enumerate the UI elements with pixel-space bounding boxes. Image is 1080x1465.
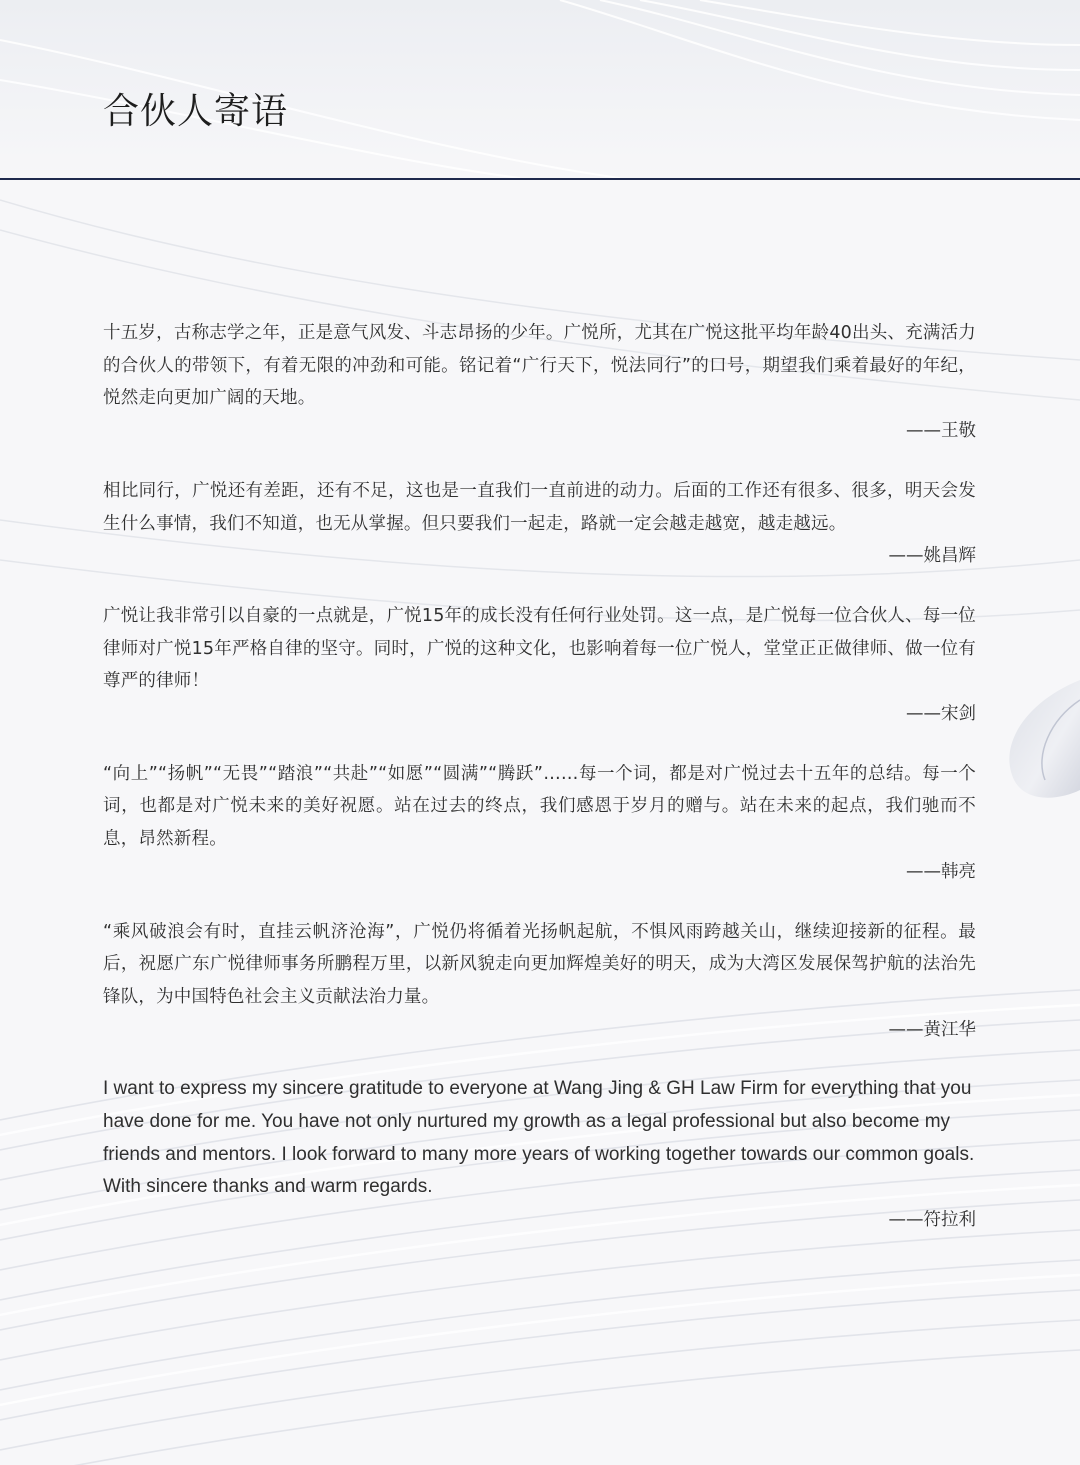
message-text: 广悦让我非常引以自豪的一点就是，广悦15年的成长没有任何行业处罚。这一点，是广悦每一位合伙人、每一位律师对广悦15年严格自律的坚守。同时，广悦的这种文化，也影响着每一位广悦人，堂堂正正做律师、做一位有尊严的律师！ — [103, 605, 976, 692]
title-divider — [0, 178, 1080, 180]
message-item — [103, 317, 976, 448]
message-item — [103, 758, 976, 889]
message-item — [103, 916, 976, 1047]
page-title: 合伙人寄语 — [103, 91, 289, 132]
message-text: 相比同行，广悦还有差距，还有不足，这也是一直我们一直前进的动力。后面的工作还有很多、很多，明天会发生什么事情，我们不知道，也无从掌握。但只要我们一起走，路就一定会越走越宽，越走越远。 — [103, 480, 976, 534]
message-signature: ——韩亮 — [906, 861, 976, 882]
message-item — [103, 600, 976, 731]
message-signature: ——符拉利 — [888, 1210, 976, 1231]
message-text-english: I want to express my sincere gratitude to everyone at Wang Jing & GH Law Firm for everything that you have done for me. You have not only nurtured my growth as a legal professional but also become my friends and mentors. I look forward to many more years of working together towards our common goals. With sincere thanks and warm regards. — [103, 1078, 975, 1198]
partner-messages — [103, 317, 976, 1264]
message-signature: ——王敬 — [906, 421, 976, 442]
message-signature: ——姚昌辉 — [888, 546, 976, 567]
message-item — [103, 475, 976, 573]
message-text: “向上”“扬帆”“无畏”“踏浪”“共赴”“如愿”“圆满”“腾跃”……每一个词，都是对广悦过去十五年的总结。每一个词，也都是对广悦未来的美好祝愿。站在过去的终点，我们感恩于岁月的赠与。站在未来的起点，我们驰而不息，昂然新程。 — [103, 763, 976, 850]
message-text: “乘风破浪会有时，直挂云帆济沧海”，广悦仍将循着光扬帆起航，不惧风雨跨越关山，继续迎接新的征程。最后，祝愿广东广悦律师事务所鹏程万里，以新风貌走向更加辉煌美好的明天，成为大湾区发展保驾护航的法治先锋队，为中国特色社会主义贡献法治力量。 — [103, 921, 976, 1007]
message-item — [103, 1073, 976, 1237]
message-signature: ——宋剑 — [906, 704, 976, 725]
message-text: 十五岁，古称志学之年，正是意气风发、斗志昂扬的少年。广悦所，尤其在广悦这批平均年龄40出头、充满活力的合伙人的带领下，有着无限的冲劲和可能。铭记着“广行天下，悦法同行”的口号，期望我们乘着最好的年纪，悦然走向更加广阔的天地。 — [103, 323, 976, 409]
message-signature: ——黄江华 — [888, 1019, 976, 1040]
